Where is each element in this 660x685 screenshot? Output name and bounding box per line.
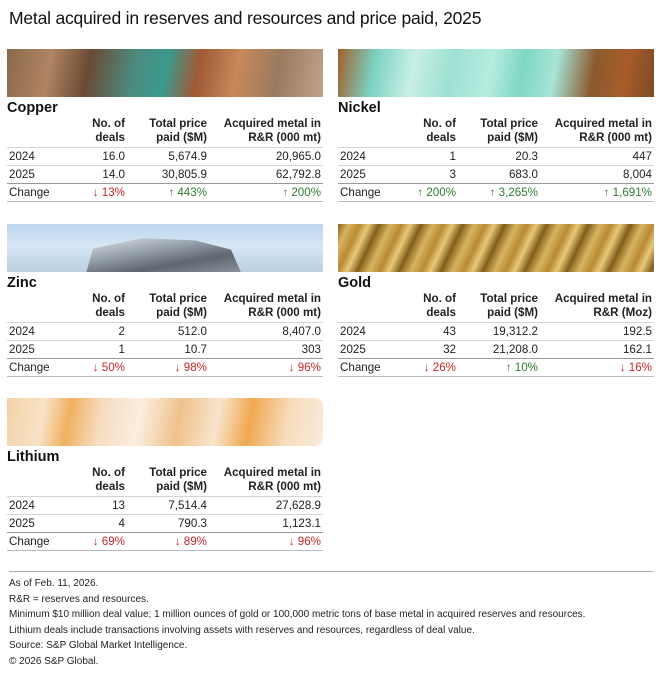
copper-ore-image: [7, 49, 323, 97]
nickel-table: [338, 117, 654, 202]
zinc-ingot-image: [7, 224, 323, 272]
copper-panel: [7, 49, 323, 202]
table-row: 2024 1 20.3 447: [338, 148, 654, 166]
footnotes: [9, 571, 653, 669]
table-row: 2025 32 21,208.0 162.1: [338, 341, 654, 359]
col-metal: Acquired metal in R&R (000 mt): [554, 117, 652, 144]
col-price: Total price paid ($M): [480, 117, 538, 144]
change-deals: ↓ 50%: [77, 359, 127, 377]
footnote-definition: R&R = reserves and resources.: [9, 593, 149, 605]
change-price: ↑ 10%: [458, 359, 540, 377]
col-deals: No. of deals: [92, 466, 125, 493]
col-price: Total price paid ($M): [149, 466, 207, 493]
col-metal: Acquired metal in R&R (000 mt): [223, 292, 321, 319]
zinc-table: [7, 292, 323, 377]
nickel-ore-image: [338, 49, 654, 97]
metal-name: Zinc: [7, 275, 37, 291]
nickel-panel: [338, 49, 654, 202]
col-price: Total price paid ($M): [149, 292, 207, 319]
zinc-panel: [7, 224, 323, 377]
change-metal: ↓ 16%: [540, 359, 654, 377]
col-metal: Acquired metal in R&R (000 mt): [223, 117, 321, 144]
metal-name: Copper: [7, 100, 58, 116]
change-metal: ↓ 96%: [209, 359, 323, 377]
table-row: 2024 13 7,514.4 27,628.9: [7, 497, 323, 515]
change-price: ↓ 98%: [127, 359, 209, 377]
col-price: Total price paid ($M): [480, 292, 538, 319]
footnote-date: As of Feb. 11, 2026.: [9, 578, 99, 589]
header-row: [7, 466, 323, 497]
table-row: 2025 4 790.3 1,123.1: [7, 515, 323, 533]
change-deals: ↑ 200%: [408, 184, 458, 202]
change-metal: ↑ 1,691%: [540, 184, 654, 202]
change-row: Change ↓ 69% ↓ 89% ↓ 96%: [7, 533, 323, 551]
gold-panel: [338, 224, 654, 377]
gold-table: [338, 292, 654, 377]
lithium-panel: [7, 398, 323, 551]
col-deals: No. of deals: [423, 117, 456, 144]
col-price: Total price paid ($M): [149, 117, 207, 144]
col-deals: No. of deals: [423, 292, 456, 319]
footnote-criteria: Minimum $10 million deal value; 1 million ounces of gold or 100,000 metric tons of base metal in acquired reserves and resources.: [9, 609, 586, 620]
lithium-mineral-image: [7, 398, 323, 446]
metal-name: Nickel: [338, 100, 381, 116]
header-row: [7, 117, 323, 148]
change-row: Change ↑ 200% ↑ 3,265% ↑ 1,691%: [338, 184, 654, 202]
col-metal: Acquired metal in R&R (Moz): [554, 292, 652, 319]
table-row: 2024 43 19,312.2 192.5: [338, 323, 654, 341]
col-deals: No. of deals: [92, 117, 125, 144]
footnote-copyright: © 2026 S&P Global.: [9, 655, 99, 667]
table-row: 2024 16.0 5,674.9 20,965.0: [7, 148, 323, 166]
change-deals: ↓ 26%: [408, 359, 458, 377]
change-metal: ↓ 96%: [209, 533, 323, 551]
change-price: ↑ 443%: [127, 184, 209, 202]
metal-name: Gold: [338, 275, 372, 291]
table-row: 2025 3 683.0 8,004: [338, 166, 654, 184]
header-row: [7, 292, 323, 323]
header-row: [338, 117, 654, 148]
table-row: 2025 1 10.7 303: [7, 341, 323, 359]
change-deals: ↓ 69%: [77, 533, 127, 551]
col-deals: No. of deals: [92, 292, 125, 319]
header-row: [338, 292, 654, 323]
footnote-lithium: Lithium deals include transactions involving assets with reserves and resources, regardless of deal value.: [9, 624, 475, 636]
table-row: 2025 14.0 30,805.9 62,792.8: [7, 166, 323, 184]
change-row: Change ↓ 50% ↓ 98% ↓ 96%: [7, 359, 323, 377]
chart-title: Metal acquired in reserves and resources and price paid, 2025: [9, 8, 482, 28]
change-metal: ↑ 200%: [209, 184, 323, 202]
change-row: Change ↓ 13% ↑ 443% ↑ 200%: [7, 184, 323, 202]
metal-name: Lithium: [7, 449, 60, 465]
gold-nuggets-image: [338, 224, 654, 272]
copper-table: [7, 117, 323, 202]
change-price: ↓ 89%: [127, 533, 209, 551]
footnote-source: Source: S&P Global Market Intelligence.: [9, 640, 188, 651]
col-metal: Acquired metal in R&R (000 mt): [223, 466, 321, 493]
change-row: Change ↓ 26% ↑ 10% ↓ 16%: [338, 359, 654, 377]
lithium-table: [7, 466, 323, 551]
table-row: 2024 2 512.0 8,407.0: [7, 323, 323, 341]
change-price: ↑ 3,265%: [458, 184, 540, 202]
change-deals: ↓ 13%: [77, 184, 127, 202]
